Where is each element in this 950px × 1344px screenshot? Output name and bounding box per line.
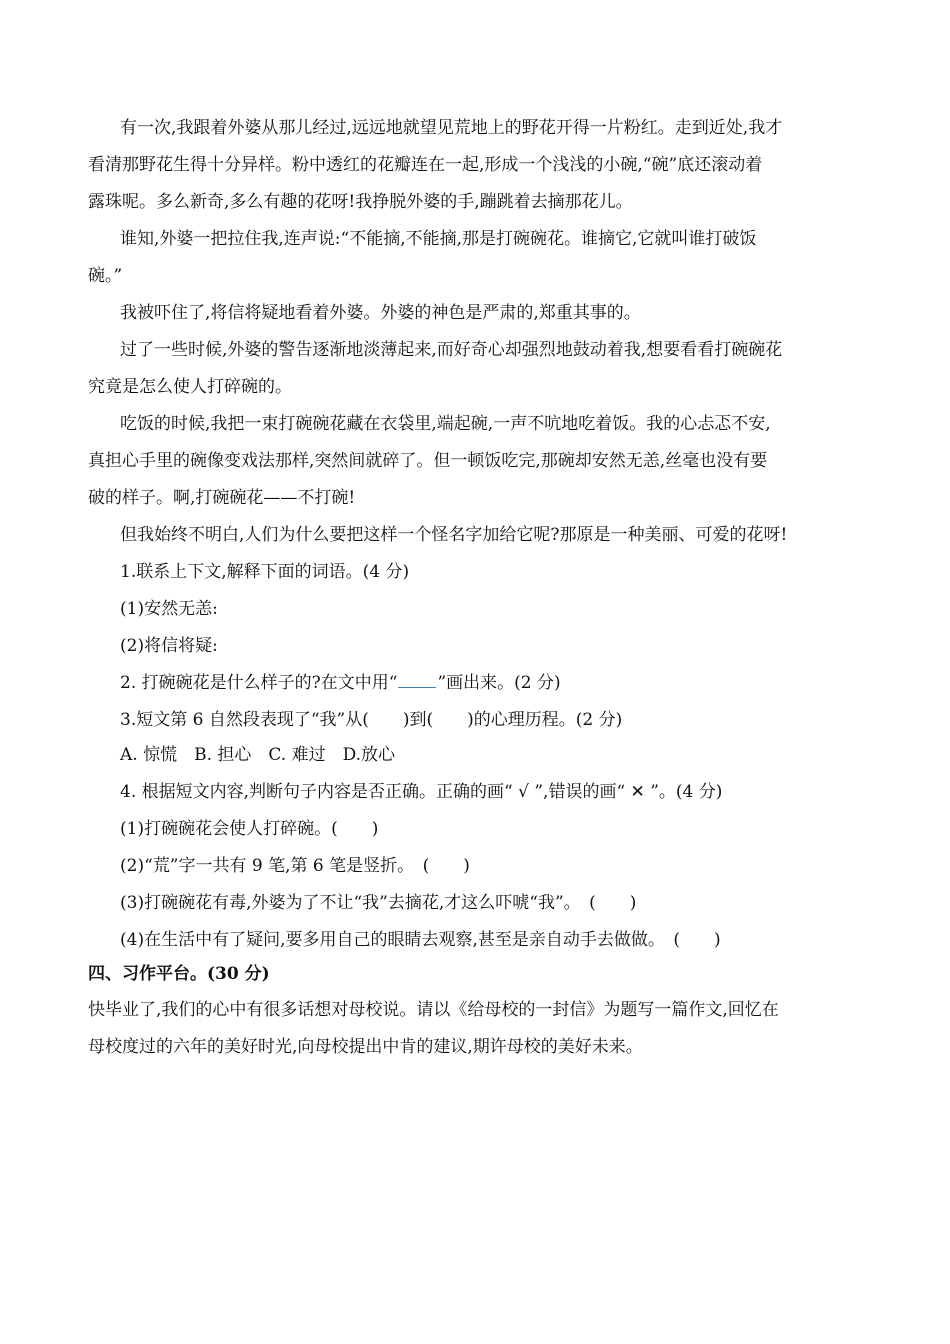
question-2-text-end: ”画出来。(2 分) [437, 673, 561, 693]
question-2-text: 2. 打碗碗花是什么样子的?在文中用“ [120, 673, 398, 693]
section-4-heading: 四、习作平台。(30 分) [88, 964, 270, 984]
question-3-options: A. 惊慌 B. 担心 C. 难过 D.放心 [120, 745, 396, 765]
passage-line: 吃饭的时候,我把一束打碗碗花藏在衣袋里,端起碗,一声不吭地吃着饭。我的心忐忑不安, [120, 414, 771, 434]
passage-line: 真担心手里的碗像变戏法那样,突然间就碎了。但一顿饭吃完,那碗却安然无恙,丝毫也没有要 [88, 451, 768, 471]
passage-line: 谁知,外婆一把拉住我,连声说:“不能摘,不能摘,那是打碗碗花。谁摘它,它就叫谁打破饭 [120, 229, 757, 249]
passage-line: 究竟是怎么使人打碎碗的。 [88, 377, 292, 397]
question-4: 4. 根据短文内容,判断句子内容是否正确。正确的画“ √ ”,错误的画“ ✕ ”。(4 分) [120, 782, 723, 802]
passage-line: 我被吓住了,将信将疑地看着外婆。外婆的神色是严肃的,郑重其事的。 [120, 303, 641, 323]
question-2 [120, 672, 561, 694]
question-4-item-2: (2)“荒”字一共有 9 笔,第 6 笔是竖折。 ( ) [120, 856, 470, 876]
passage-line: 破的样子。啊,打碗碗花——不打碗! [88, 488, 356, 508]
question-3: 3.短文第 6 自然段表现了“我”从( )到( )的心理历程。(2 分) [120, 710, 623, 730]
question-4-item-3: (3)打碗碗花有毒,外婆为了不让“我”去摘花,才这么吓唬“我”。 ( ) [120, 893, 637, 913]
passage-line: 但我始终不明白,人们为什么要把这样一个怪名字加给它呢?那原是一种美丽、可爱的花呀! [120, 525, 788, 545]
section-4-prompt: 快毕业了,我们的心中有很多话想对母校说。请以《给母校的一封信》为题写一篇作文,回忆在 [88, 1000, 779, 1020]
section-4-prompt: 母校度过的六年的美好时光,向母校提出中肯的建议,期许母校的美好未来。 [88, 1037, 643, 1057]
passage-line: 有一次,我跟着外婆从那儿经过,远远地就望见荒地上的野花开得一片粉红。走到近处,我才 [120, 118, 783, 138]
question-1-item-a: (1)安然无恙: [120, 599, 218, 619]
passage-line: 过了一些时候,外婆的警告逐渐地淡薄起来,而好奇心却强烈地鼓动着我,想要看看打碗碗花 [120, 340, 783, 360]
question-4-item-1: (1)打碗碗花会使人打碎碗。( ) [120, 819, 379, 839]
question-1: 1.联系上下文,解释下面的词语。(4 分) [120, 562, 410, 582]
passage-line: 看清那野花生得十分异样。粉中透红的花瓣连在一起,形成一个浅浅的小碗,“碗”底还滚动着 [88, 155, 763, 175]
underline-mark [398, 673, 436, 688]
question-4-item-4: (4)在生活中有了疑问,要多用自己的眼睛去观察,甚至是亲自动手去做做。 ( ) [120, 930, 721, 950]
passage-line: 碗。” [88, 266, 123, 286]
passage-line: 露珠呢。多么新奇,多么有趣的花呀!我挣脱外婆的手,蹦跳着去摘那花儿。 [88, 192, 633, 212]
question-1-item-b: (2)将信将疑: [120, 636, 218, 656]
